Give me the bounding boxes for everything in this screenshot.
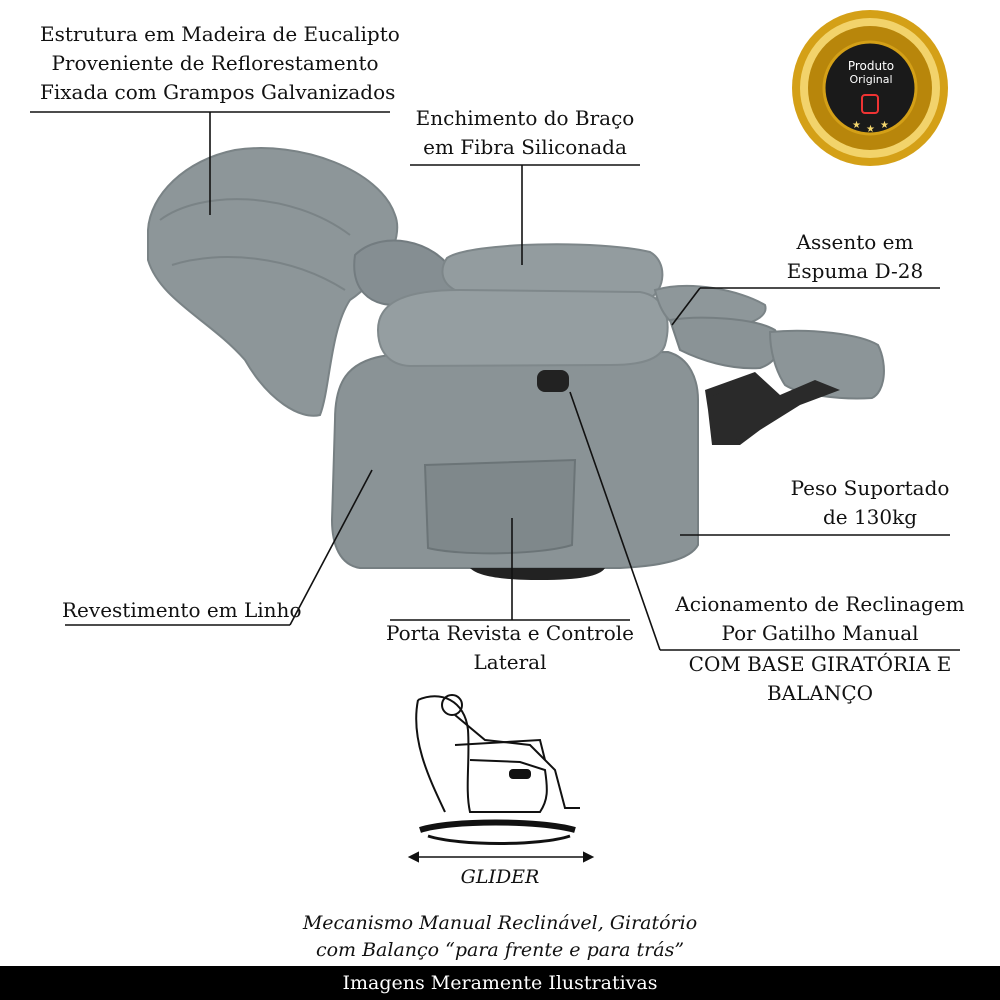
badge-line1: Produto <box>847 59 895 73</box>
label-peso-line2: de 130kg <box>822 505 918 529</box>
label-acionamento-line2: Por Gatilho Manual <box>721 621 919 645</box>
label-porta-revista-line2: Lateral <box>473 650 547 674</box>
caption-line1: Mecanismo Manual Reclinável, Giratório <box>302 912 698 934</box>
label-porta-revista-line1: Porta Revista e Controle <box>385 621 635 645</box>
label-assento-line1: Assento em <box>796 230 914 254</box>
mechanism-caption <box>0 910 1000 964</box>
caption-line2: com Balanço “para frente e para trás” <box>315 939 685 961</box>
label-revestimento-text: Revestimento em Linho <box>62 598 302 622</box>
svg-text:★: ★ <box>852 120 861 131</box>
label-base-line1: COM BASE GIRATÓRIA E <box>688 652 952 676</box>
recliner-chair-image <box>148 148 884 580</box>
label-estrutura-line1: Estrutura em Madeira de Eucalipto <box>40 22 400 46</box>
label-enchimento <box>410 104 640 162</box>
label-assento <box>780 228 930 286</box>
label-estrutura-line3: Fixada com Grampos Galvanizados <box>40 80 396 104</box>
badge-text <box>828 60 914 86</box>
label-peso <box>785 474 955 532</box>
label-acionamento-line1: Acionamento de Reclinagem <box>675 592 965 616</box>
svg-text:★: ★ <box>866 124 875 135</box>
footer-banner: Imagens Meramente Ilustrativas <box>0 966 1000 1000</box>
label-acionamento <box>670 590 970 648</box>
label-estrutura <box>40 20 400 107</box>
label-base-line2: BALANÇO <box>766 681 874 705</box>
label-porta-revista <box>385 619 635 677</box>
label-enchimento-line1: Enchimento do Braço <box>415 106 635 130</box>
badge-seal <box>792 10 948 166</box>
label-peso-line1: Peso Suportado <box>790 476 950 500</box>
glider-label: GLIDER <box>460 866 540 888</box>
label-estrutura-line2: Proveniente de Reflorestamento <box>51 51 379 75</box>
label-revestimento <box>62 596 302 625</box>
svg-text:★: ★ <box>880 120 889 131</box>
label-assento-line2: Espuma D-28 <box>786 259 924 283</box>
label-base <box>665 650 975 708</box>
label-enchimento-line2: em Fibra Siliconada <box>423 135 627 159</box>
glider-icon <box>410 695 592 861</box>
badge-line2: Original <box>849 73 893 86</box>
